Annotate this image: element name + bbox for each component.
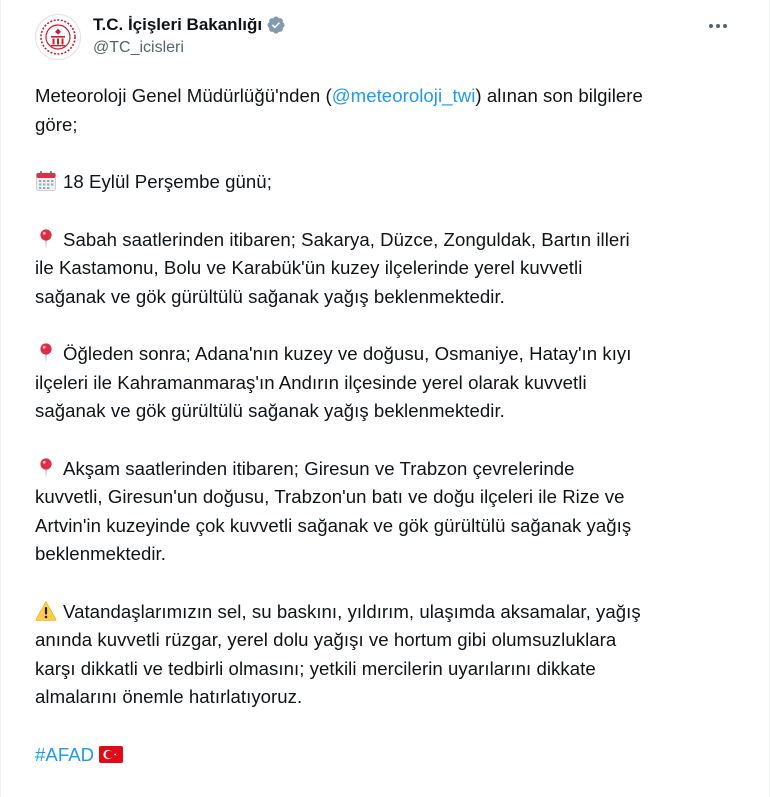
item-line: ile Kastamonu, Bolu ve Karabük'ün kuzey ilçelerinde yerel kuvvetli [35,257,583,278]
mention-link[interactable]: @meteoroloji_twi [331,85,476,106]
item-line: Akşam saatlerinden itibaren; Giresun ve Trabzon çevrelerinde [63,457,575,479]
date-text: 18 Eylül Perşembe günü; [63,171,272,192]
intro-paragraph [35,82,740,139]
item-line: sağanak ve gök gürültülü sağanak yağış beklenmektedir. [35,400,505,421]
hashtag-link[interactable]: #AFAD [35,743,95,765]
round-pushpin-icon [35,228,57,250]
intro-line-2: göre; [35,113,78,135]
account-handle[interactable]: @TC_icisleri [93,39,184,56]
item-line: Artvin'in kuzeyinde çok kuvvetli sağanak ve gök gürültülü sağanak yağış [35,514,632,536]
hashtag-paragraph [35,741,740,770]
warning-line: Vatandaşlarımızın sel, su baskını, yıldırım, ulaşımda aksamalar, yağış [63,600,641,622]
item-line: ilçeleri ile Kahramanmaraş'ın Andırın ilçesinde yerel olarak kuvvetli [35,371,587,393]
intro-line [35,85,643,106]
round-pushpin-icon [35,342,57,364]
forecast-item-2 [35,340,740,426]
intro-suffix: ) alınan son bilgilere [475,85,643,106]
item-line: kuvvetli, Giresun'un doğusu, Trabzon'un batı ve doğu ilçeleri ile Rize ve [35,486,625,507]
item-line: Sabah saatlerinden itibaren; Sakarya, Düzce, Zonguldak, Bartın illeri [63,228,630,250]
date-paragraph [35,168,740,197]
forecast-item-1 [35,226,740,312]
warning-line: almalarını önemle hatırlatıyoruz. [35,686,303,707]
tweet-header [35,12,735,62]
account-info[interactable] [93,14,286,57]
item-line: Öğleden sonra; Adana'nın kuzey ve doğusu, Osmaniye, Hatay'ın kıyı [63,343,632,364]
ministry-emblem-icon [36,15,80,59]
intro-prefix: Meteoroloji Genel Müdürlüğü'nden ( [35,85,332,106]
calendar-icon [35,170,57,192]
warning-paragraph [35,598,740,712]
more-options-button[interactable] [701,12,735,40]
round-pushpin-icon [35,457,57,479]
item-line: sağanak ve gök gürültülü sağanak yağış beklenmektedir. [35,285,505,307]
warning-icon [35,600,57,622]
more-horizontal-icon [709,24,713,28]
turkey-flag-icon [99,743,123,760]
more-dot [723,24,727,28]
display-name[interactable]: T.C. İçişleri Bakanlığı [93,15,263,34]
warning-line: karşı dikkatli ve tedbirli olmasını; yetkili mercilerin uyarılarını dikkate [35,657,596,679]
forecast-item-3 [35,455,740,569]
verified-badge-icon[interactable] [266,15,286,35]
item-line: beklenmektedir. [35,543,166,564]
more-dot [716,24,720,28]
tweet-text [35,82,740,769]
warning-line: anında kuvvetli rüzgar, yerel dolu yağışı ve hortum gibi olumsuzluklara [35,629,617,650]
avatar[interactable] [35,14,81,60]
